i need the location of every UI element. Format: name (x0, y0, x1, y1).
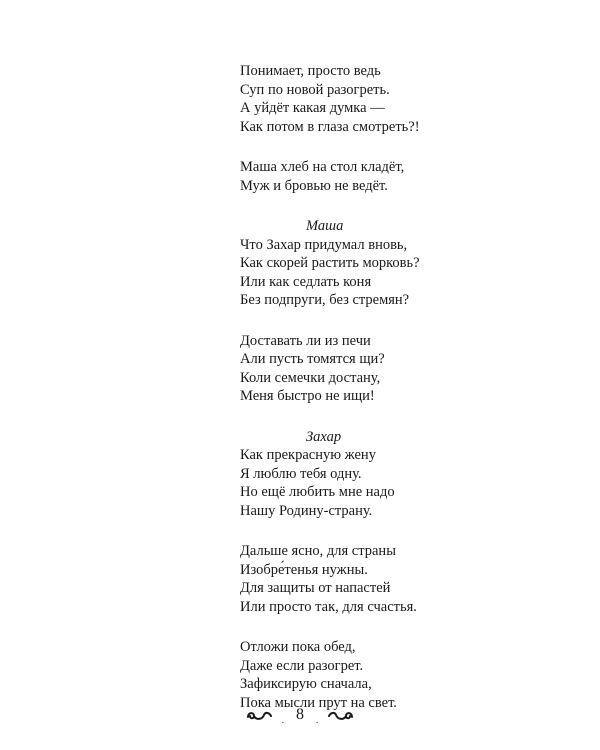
poem-line: Что Захар придумал вновь, (240, 236, 408, 253)
speaker-name: Захар (306, 428, 342, 445)
poem-line: Как прекрасную жену (240, 447, 376, 463)
poem-line: Али пусть томятся щи? (240, 351, 385, 367)
page-number: 8 (296, 706, 304, 723)
right-swirl-ornament-icon (326, 708, 354, 722)
left-swirl-ornament-icon (246, 708, 274, 722)
stanza (240, 332, 570, 406)
poem-line: Зафиксирую сначала, (240, 676, 372, 692)
poem-line: Но ещё любить мне надо (240, 484, 395, 500)
poem-line: Для защиты от напастей (240, 580, 391, 596)
poem-body (240, 62, 570, 734)
poem-line: Я люблю тебя одну. (240, 465, 362, 482)
poem-line: Доставать ли из печи (240, 332, 371, 349)
poem-line: Как потом в глаза смотреть?! (240, 118, 420, 135)
stanza (240, 542, 570, 616)
poem-line: Или просто так, для счастья. (240, 598, 417, 615)
poem-line: Без подпруги, без стремян? (240, 292, 410, 308)
poem-line: Коли семечки достану, (240, 369, 381, 386)
speaker-name: Маша (306, 218, 344, 234)
poem-line: Как скорей растить морковь? (240, 255, 420, 271)
poem-line: Маша хлеб на стол кладёт, (240, 159, 405, 175)
stanza (240, 217, 570, 310)
poem-line: Муж и бровью не ведёт. (240, 177, 388, 194)
poem-line: Изобре́тенья нужны. (240, 561, 368, 578)
poem-line: Пока мысли прут на свет. (240, 694, 397, 711)
poem-line: А уйдёт какая думка — (240, 100, 385, 116)
stanza (240, 62, 570, 136)
stanza (240, 428, 570, 521)
poem-line: Даже если разогрет. (240, 657, 364, 674)
footer-dot-right: . (316, 714, 319, 725)
poem-line: Нашу Родину-страну. (240, 502, 373, 519)
footer-dot-left: . (281, 714, 284, 725)
poem-line: Или как седлать коня (240, 273, 372, 290)
poem-line: Отложи пока обед, (240, 639, 356, 655)
poem-line: Дальше ясно, для страны (240, 543, 396, 559)
poem-line: Суп по новой разогреть. (240, 81, 390, 98)
poem-line: Понимает, просто ведь (240, 63, 381, 79)
page-footer (0, 700, 600, 730)
stanza (240, 158, 570, 195)
poem-line: Меня быстро не ищи! (240, 388, 375, 404)
